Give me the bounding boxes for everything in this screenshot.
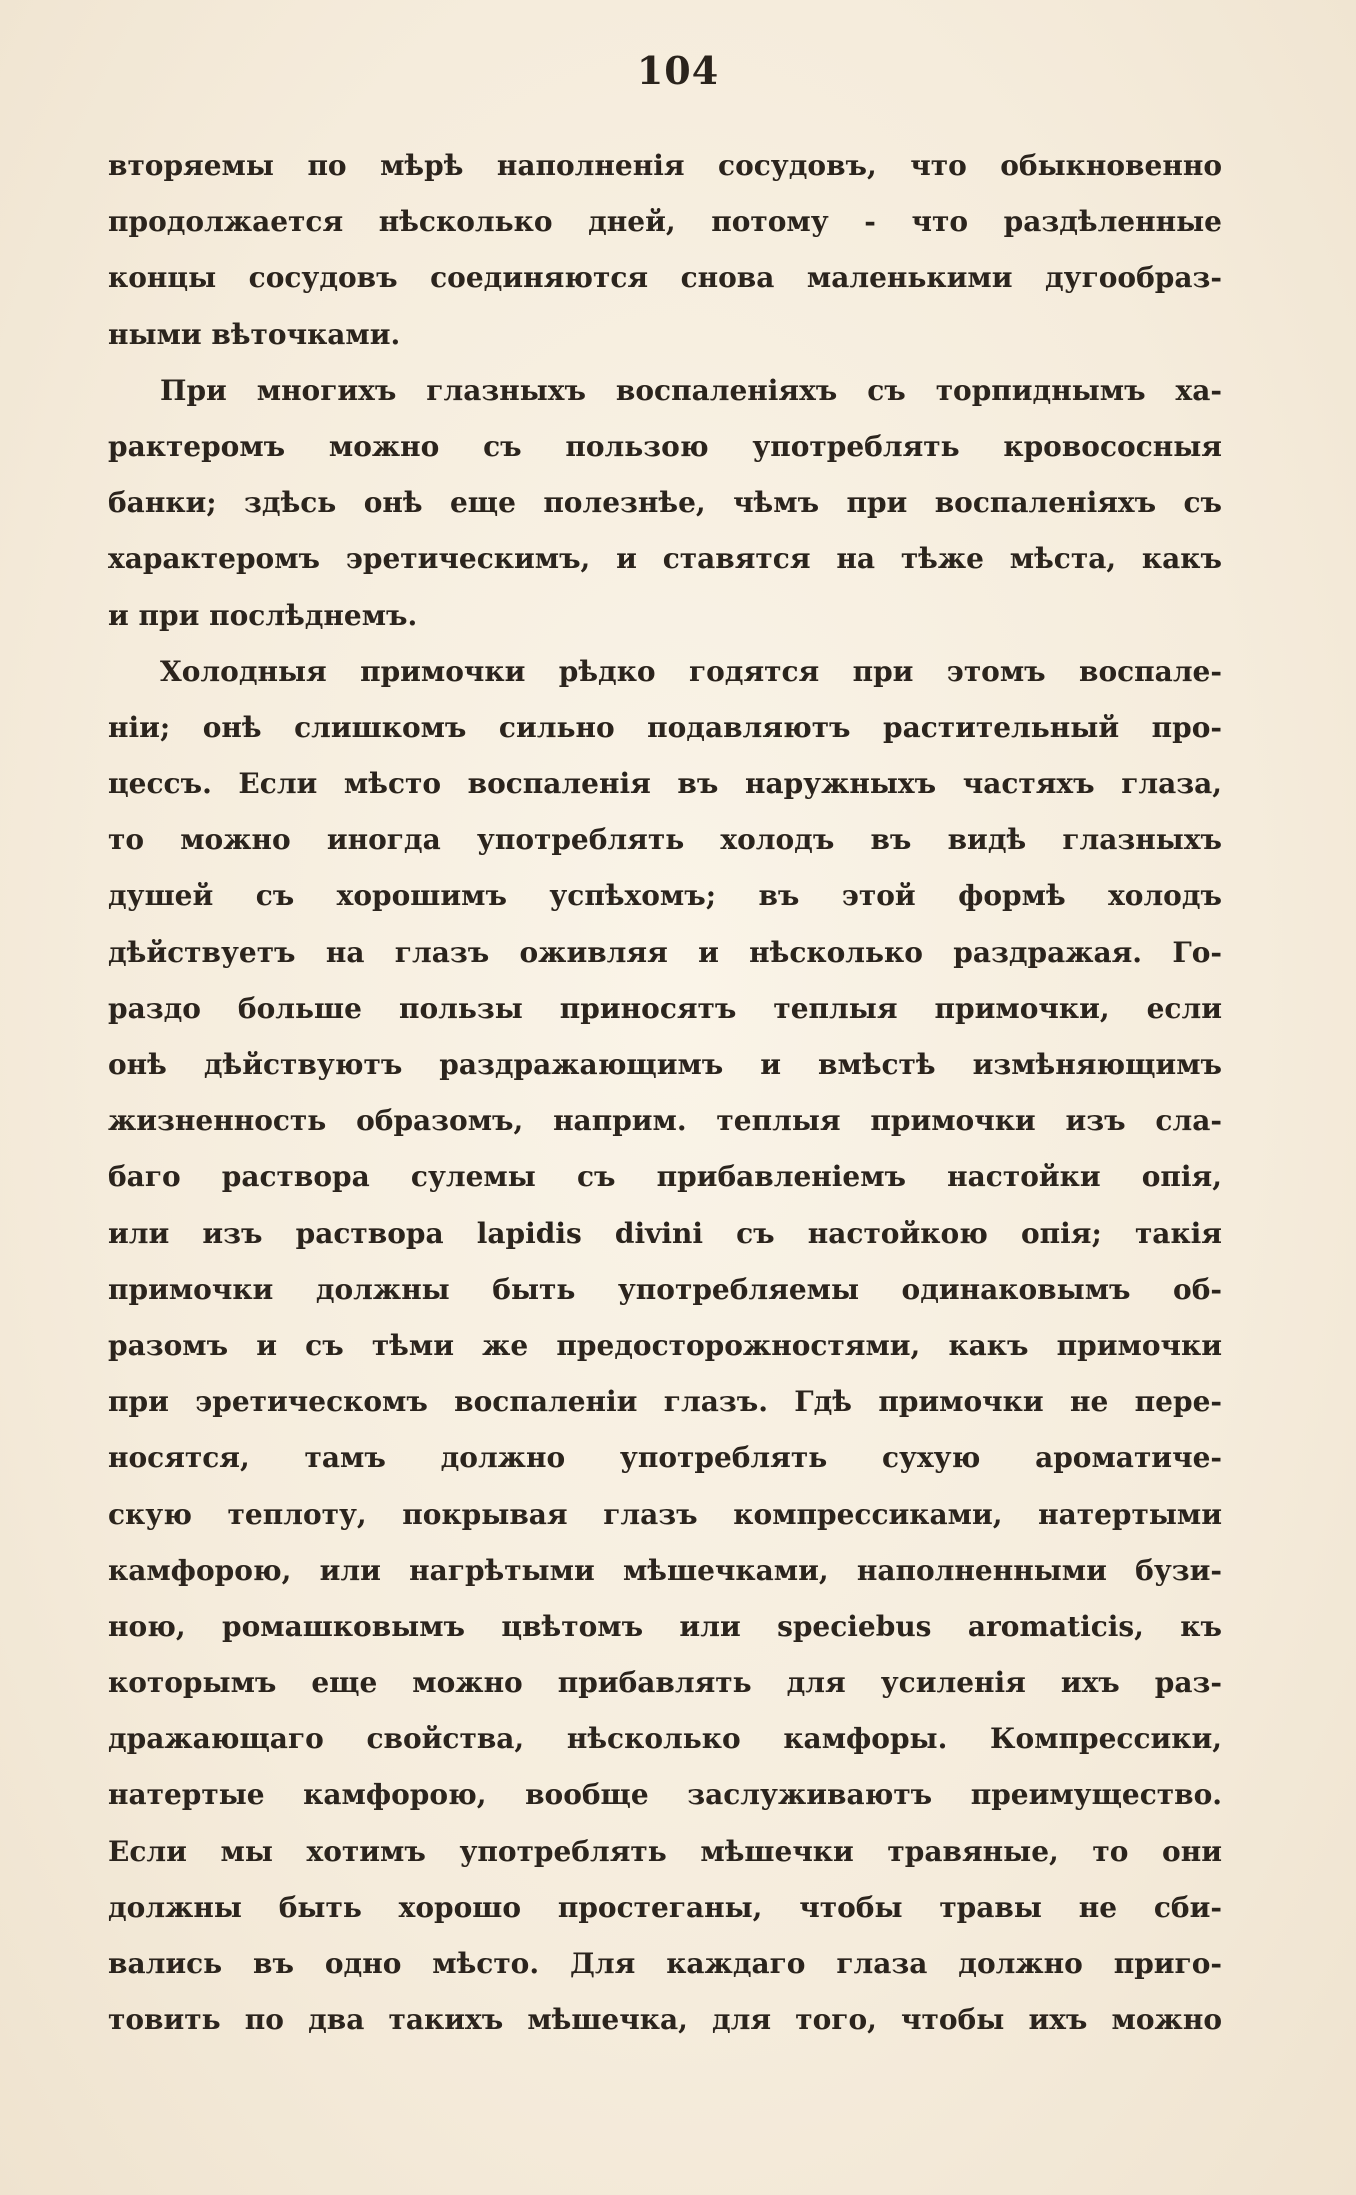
- text-line: и при послѣднемъ.: [108, 598, 418, 632]
- text-line: ніи; онѣ слишкомъ сильно подавляютъ растительный про-: [108, 710, 1222, 744]
- text-line: камфорою, или нагрѣтыми мѣшечками, наполненными бузи-: [108, 1553, 1222, 1587]
- text-line: продолжается нѣсколько дней, потому - что раздѣленные: [108, 205, 1222, 239]
- text-line: При многихъ глазныхъ воспаленіяхъ съ торпиднымъ ха-: [160, 373, 1222, 407]
- paragraph-2: [108, 363, 1222, 644]
- text-line: или изъ раствора lapidis divini съ настойкою опія; такія: [108, 1216, 1222, 1250]
- text-line: рактеромъ можно съ пользою употреблять кровососныя: [108, 429, 1222, 463]
- text-line: жизненность образомъ, наприм. теплыя примочки изъ сла-: [108, 1104, 1222, 1138]
- text-line: при эретическомъ воспаленіи глазъ. Гдѣ примочки не пере-: [108, 1385, 1222, 1419]
- text-line: раздо больше пользы приносятъ теплыя примочки, если: [108, 991, 1222, 1025]
- page-number: 104: [636, 48, 720, 93]
- text-line: баго раствора сулемы съ прибавленіемъ настойки опія,: [108, 1160, 1222, 1194]
- text-line: товить по два такихъ мѣшечка, для того, чтобы ихъ можно: [108, 2003, 1222, 2037]
- text-line: Если мы хотимъ употреблять мѣшечки травяные, то они: [108, 1834, 1222, 1868]
- body-text: [108, 138, 1222, 2048]
- text-line: ными вѣточками.: [108, 317, 401, 351]
- text-line: примочки должны быть употребляемы одинаковымъ об-: [108, 1272, 1222, 1306]
- text-line: концы сосудовъ соединяются снова маленькими дугообраз-: [108, 261, 1222, 295]
- text-line: душей съ хорошимъ успѣхомъ; въ этой формѣ холодъ: [108, 879, 1222, 913]
- text-line: натертые камфорою, вообще заслуживаютъ преимущество.: [108, 1778, 1222, 1812]
- text-line: характеромъ эретическимъ, и ставятся на тѣже мѣста, какъ: [108, 542, 1222, 576]
- text-line: Холодныя примочки рѣдко годятся при этомъ воспале-: [160, 654, 1222, 688]
- text-line: вались въ одно мѣсто. Для каждаго глаза должно приго-: [108, 1947, 1222, 1980]
- text-line: дѣйствуетъ на глазъ оживляя и нѣсколько раздражая. Го-: [108, 935, 1222, 969]
- text-line: цессъ. Если мѣсто воспаленія въ наружныхъ частяхъ глаза,: [108, 767, 1222, 801]
- paragraph-1: [108, 138, 1222, 363]
- text-line: ною, ромашковымъ цвѣтомъ или speciebus aromaticis, къ: [108, 1609, 1222, 1643]
- text-line: носятся, тамъ должно употреблять сухую ароматиче-: [108, 1441, 1222, 1475]
- text-line: то можно иногда употреблять холодъ въ видѣ глазныхъ: [108, 823, 1222, 857]
- text-line: банки; здѣсь онѣ еще полезнѣе, чѣмъ при воспаленіяхъ съ: [108, 486, 1222, 520]
- text-line: которымъ еще можно прибавлять для усиленія ихъ раз-: [108, 1666, 1222, 1700]
- text-line: вторяемы по мѣрѣ наполненія сосудовъ, что обыкновенно: [108, 149, 1222, 182]
- paragraph-3: [108, 644, 1222, 2049]
- text-line: разомъ и съ тѣми же предосторожностями, какъ примочки: [108, 1328, 1222, 1362]
- text-line: скую теплоту, покрывая глазъ компрессиками, натертыми: [108, 1497, 1222, 1531]
- text-line: онѣ дѣйствуютъ раздражающимъ и вмѣстѣ измѣняющимъ: [108, 1048, 1222, 1081]
- text-line: дражающаго свойства, нѣсколько камфоры. Компрессики,: [108, 1722, 1222, 1756]
- text-line: должны быть хорошо простеганы, чтобы травы не сби-: [108, 1890, 1222, 1924]
